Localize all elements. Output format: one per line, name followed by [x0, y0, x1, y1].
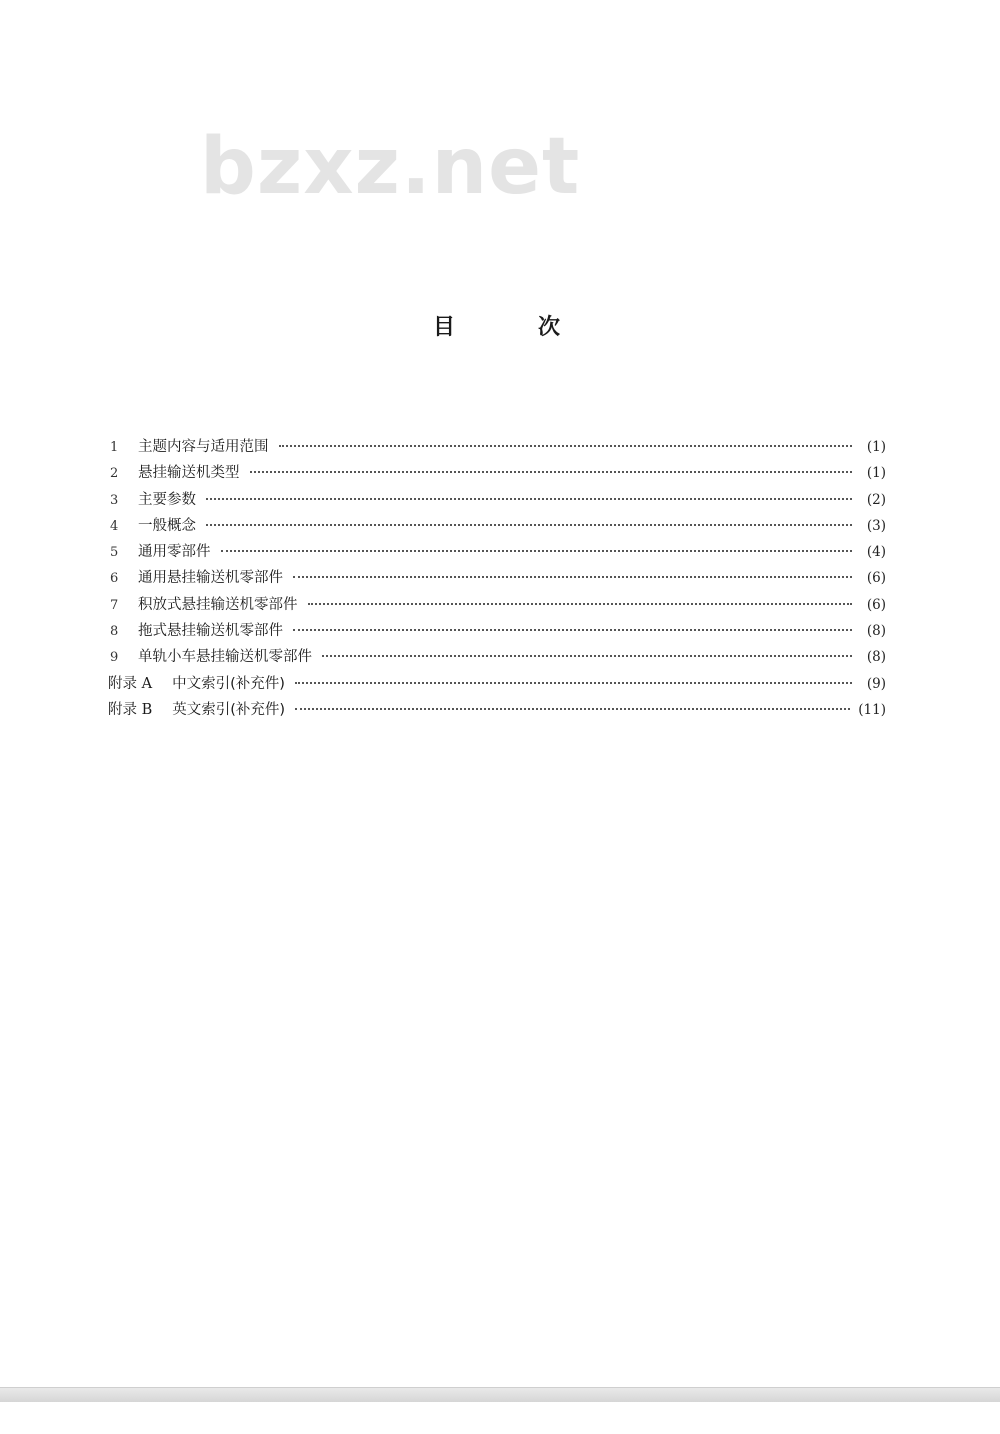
toc-entry-label: 积放式悬挂输送机零部件: [138, 596, 298, 613]
toc-entry[interactable]: [108, 565, 886, 591]
toc-leader-dots: [221, 550, 853, 552]
toc-entry-label: 中文索引(补充件): [172, 675, 285, 692]
toc-entry-label: 一般概念: [138, 517, 196, 534]
title-char-2: 次: [538, 315, 561, 340]
toc-leader-dots: [206, 524, 852, 526]
toc-entry[interactable]: [108, 592, 886, 618]
toc-entry-number: 5: [110, 545, 119, 561]
toc-entry-label: 通用零部件: [138, 544, 211, 561]
page-bottom-scroll-band: [0, 1387, 1000, 1402]
toc-entry-number: 附录 A: [108, 675, 153, 692]
toc-entry-appendix-a[interactable]: [108, 671, 886, 697]
toc-entry-page: (1): [866, 465, 886, 482]
toc-entry-label: 通用悬挂输送机零部件: [138, 570, 283, 587]
toc-entry-label: 主题内容与适用范围: [138, 439, 269, 455]
toc-entry[interactable]: [108, 618, 886, 644]
toc-leader-dots: [250, 471, 853, 473]
toc-entry-page: (1): [866, 439, 886, 455]
watermark-text: bzxz.net: [200, 122, 581, 212]
toc-entry-page: (6): [866, 570, 886, 587]
toc-entry-number: 8: [110, 624, 119, 640]
toc-entry-label: 单轨小车悬挂输送机零部件: [138, 649, 312, 666]
toc-entry-page: (11): [858, 701, 886, 718]
toc-entry[interactable]: [108, 644, 886, 670]
toc-leader-dots: [279, 445, 853, 447]
toc-entry-number: 9: [110, 650, 119, 666]
toc-entry[interactable]: [108, 434, 886, 460]
toc-entry-number: 3: [110, 492, 119, 508]
title-char-1: 目: [433, 315, 456, 340]
toc-entry-number: 6: [110, 571, 119, 587]
toc-entry-number: 2: [110, 466, 119, 482]
toc-entry-page: (2): [866, 491, 886, 508]
toc-leader-dots: [293, 576, 852, 578]
toc-leader-dots: [322, 655, 852, 657]
toc-entry-number: 1: [110, 440, 119, 455]
toc-entry-page: (4): [866, 544, 886, 561]
toc-entry-page: (6): [866, 596, 886, 613]
toc-entry[interactable]: [108, 539, 886, 565]
toc-entry-label: 主要参数: [138, 491, 196, 508]
toc-leader-dots: [295, 682, 852, 684]
toc-entry[interactable]: [108, 460, 886, 486]
toc-leader-dots: [206, 498, 852, 500]
toc-entry-page: (9): [866, 675, 886, 692]
toc-entry-page: (8): [866, 623, 886, 640]
toc-entry-label: 悬挂输送机类型: [138, 465, 240, 482]
toc-leader-dots: [308, 603, 853, 605]
toc-entry-page: (8): [866, 649, 886, 666]
toc-entry[interactable]: [108, 513, 886, 539]
toc-entry-label: 英文索引(补充件): [172, 701, 286, 718]
toc-entry-number: 4: [110, 518, 119, 534]
toc-entry-page: (3): [866, 517, 886, 534]
toc-leader-dots: [293, 629, 852, 631]
toc-entry[interactable]: [108, 487, 886, 513]
table-of-contents: [108, 434, 886, 723]
toc-leader-dots: [295, 708, 850, 710]
toc-entry-appendix-b[interactable]: [108, 697, 886, 723]
toc-entry-number: 附录 B: [108, 701, 153, 718]
toc-entry-number: 7: [110, 597, 119, 613]
toc-entry-label: 拖式悬挂输送机零部件: [138, 623, 283, 640]
